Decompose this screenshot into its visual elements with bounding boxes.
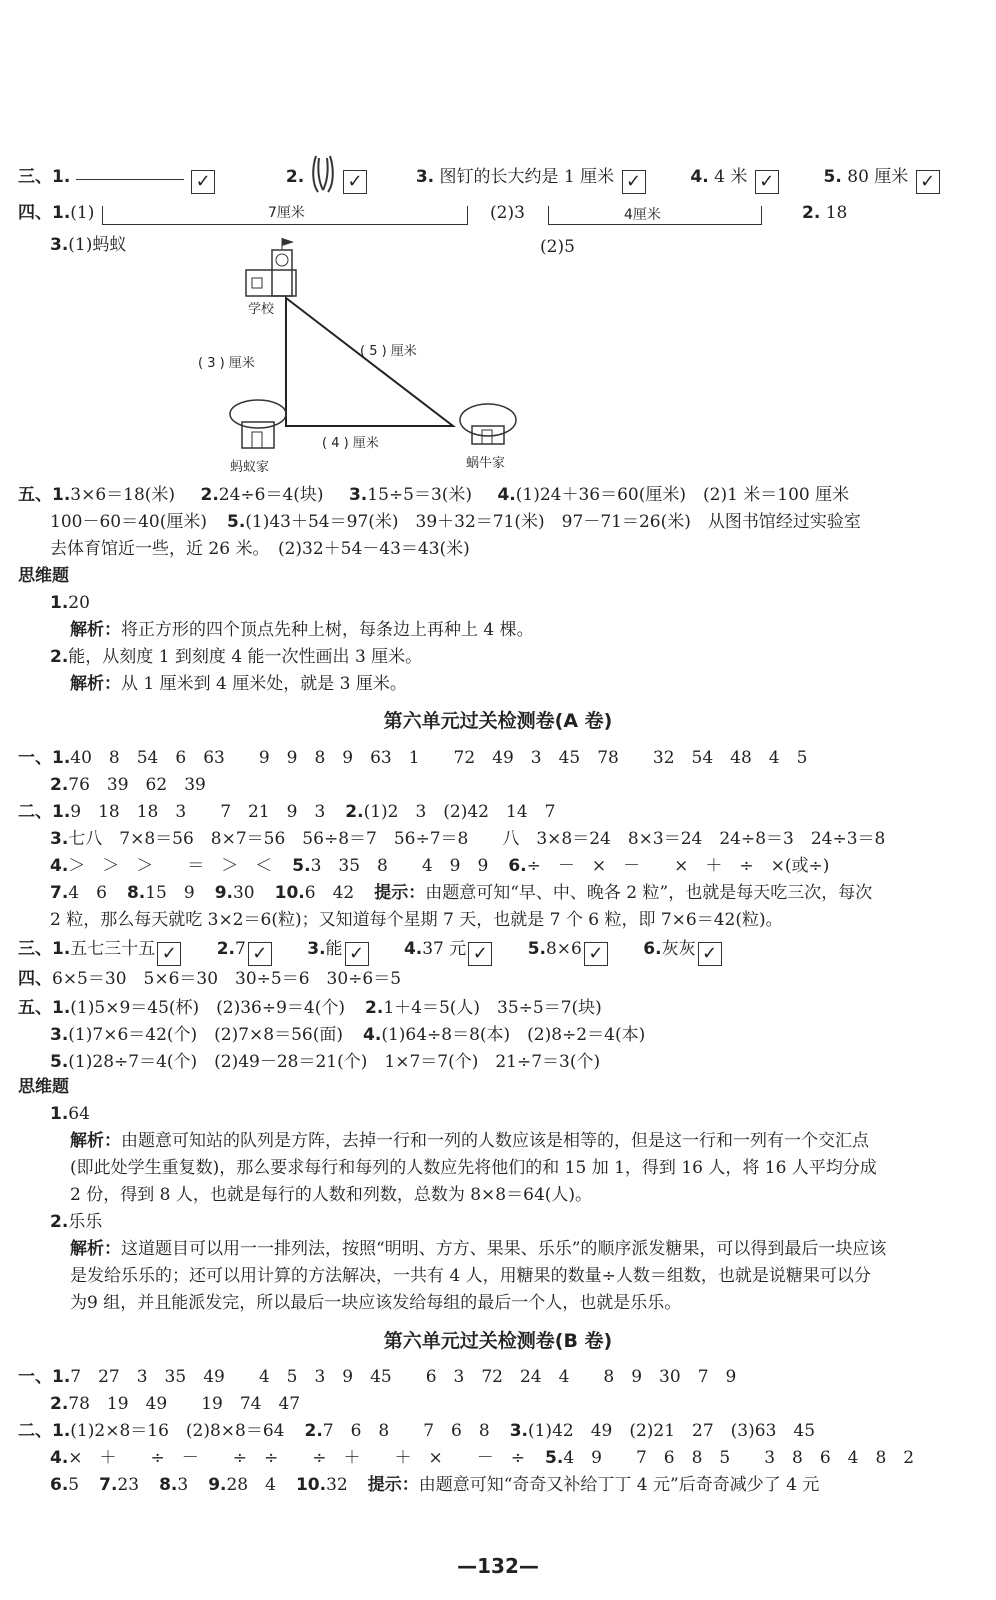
s3-row: 三、1. ✓ 2. ✓ 3. 图钉的长大约是 1 厘米 ✓ 4. 4 米 ✓ 5. 80 厘米 ✓ [18, 154, 940, 194]
school-icon [246, 238, 296, 296]
check-box: ✓ [584, 942, 608, 966]
snail-house-icon [460, 404, 516, 444]
segment-4cm-label: 4厘米 [624, 207, 661, 223]
s5-line1: 五、1.3×6＝18(米) 2.24÷6＝4(块) 3.15÷5＝3(米) 4.(1)24＋36＝60(厘米) (2)1 米＝100 厘米 [18, 485, 850, 505]
check-box: ✓ [345, 942, 369, 966]
check-box: ✓ [468, 942, 492, 966]
check-box: ✓ [157, 942, 181, 966]
s5-line3: 去体育馆近一些，近 26 米。 (2)32＋54－43＝43(米) [50, 539, 470, 559]
s4-row: 四、1.(1) [18, 203, 95, 223]
label-hypotenuse: ( 5 ) 厘米 [360, 344, 417, 359]
check-box: ✓ [916, 170, 940, 194]
check-box: ✓ [191, 170, 215, 194]
label-left-side: ( 3 ) 厘米 [198, 356, 255, 371]
check-box: ✓ [698, 942, 722, 966]
label-ant-house: 蚂蚁家 [230, 460, 270, 475]
s5-line2: 100－60＝40(厘米) 5.(1)43＋54＝97(米) 39＋32＝71(米) 97－71＝26(米) 从图书馆经过实验室 [50, 512, 861, 532]
check-box: ✓ [343, 170, 367, 194]
segment-7cm-label: 7厘米 [268, 205, 305, 221]
measure-line [76, 179, 184, 180]
section-title: 思维题 [18, 566, 69, 586]
section-title-a: 第六单元过关检测卷(A 卷) [383, 710, 613, 732]
check-box: ✓ [755, 170, 779, 194]
secA-s3: 三、1.五七三十五 ✓ 2.7 ✓ 3.能 ✓ 4.37 元 ✓ 5.8×6 ✓ 6.灰灰 ✓ [18, 938, 722, 966]
label-bottom-side: ( 4 ) 厘米 [322, 436, 379, 451]
label-school: 学校 [248, 302, 275, 317]
ant-house-icon [230, 400, 286, 448]
section-title-b: 第六单元过关检测卷(B 卷) [383, 1330, 613, 1352]
jump-rope-icon [310, 154, 336, 194]
check-box: ✓ [622, 170, 646, 194]
check-box: ✓ [248, 942, 272, 966]
label-snail-house: 蜗牛家 [466, 456, 506, 471]
page-number: —132— [457, 1554, 539, 1578]
section-title: 思维题 [18, 1077, 69, 1097]
